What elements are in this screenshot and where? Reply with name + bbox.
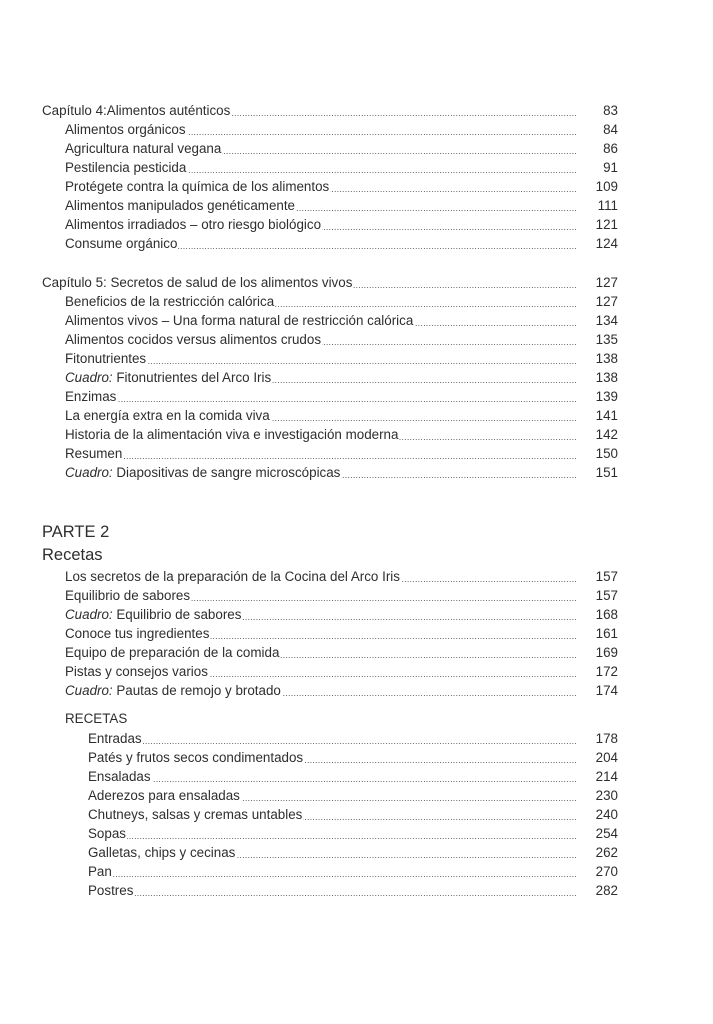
toc-page-number: 141: [595, 408, 618, 423]
toc-page-number: 174: [595, 683, 618, 698]
toc-entry-title: Alimentos orgánicos: [65, 122, 186, 137]
toc-entry-title: Postres: [88, 883, 134, 898]
toc-entry-title: Chutneys, salsas y cremas untables: [88, 807, 303, 822]
toc-entry[interactable]: [0, 292, 713, 311]
toc-page-number: 270: [595, 864, 618, 879]
toc-page-number: 204: [595, 750, 618, 765]
toc-page-number: 138: [595, 351, 618, 366]
toc-entry[interactable]: [0, 234, 713, 253]
toc-page-number: 127: [595, 275, 618, 290]
toc-recipe-entry[interactable]: [0, 881, 713, 900]
toc-entry-title: [65, 387, 117, 406]
toc-entry[interactable]: [0, 177, 713, 196]
toc-page-number: 151: [595, 465, 618, 480]
toc-chapter-4[interactable]: [0, 101, 713, 120]
toc-entry[interactable]: [0, 196, 713, 215]
toc-page-number: 150: [595, 446, 618, 461]
toc-entry[interactable]: [0, 349, 713, 368]
entry-prefix: Cuadro:: [65, 465, 113, 480]
entry-text: Equilibrio de sabores: [112, 607, 242, 622]
toc-page-number: 230: [595, 788, 618, 803]
entry-text: Fitonutrientes: [65, 351, 147, 366]
part-label: PARTE 2: [42, 523, 110, 541]
dot-leader: [88, 767, 577, 786]
toc-entry-title: [65, 586, 191, 605]
toc-page-number: 135: [595, 332, 618, 347]
toc-entry-title: [65, 425, 399, 444]
toc-page-number: 169: [595, 645, 618, 660]
toc-recipe-entry[interactable]: [0, 805, 713, 824]
toc-entry[interactable]: [0, 425, 713, 444]
toc-entry-title: [65, 330, 322, 349]
toc-entry-title: Alimentos irradiados – otro riesgo biológico: [65, 217, 322, 232]
entry-text: Pautas de remojo y brotado: [112, 683, 281, 698]
toc-entry-title: Sopas: [88, 826, 126, 841]
entry-text: La energía extra en la comida viva: [65, 408, 270, 423]
entry-text: Alimentos cocidos versus alimentos crudos: [65, 332, 322, 347]
toc-entry-title: [65, 368, 272, 387]
toc-page-number: 168: [595, 607, 618, 622]
toc-entry[interactable]: [0, 662, 713, 681]
toc-entry-title: [65, 444, 123, 463]
entry-text: Pistas y consejos varios: [65, 664, 208, 679]
entry-text: Equilibrio de sabores: [65, 588, 191, 603]
toc-entry[interactable]: [0, 330, 713, 349]
entry-prefix: Cuadro:: [65, 607, 113, 622]
toc-entry-title: Protégete contra la química de los alimentos: [65, 179, 330, 194]
toc-entry-title: [65, 311, 414, 330]
toc-page-number: 254: [595, 826, 618, 841]
toc-entry-title: [65, 605, 242, 624]
toc-page-number: 109: [595, 179, 618, 194]
recipes-heading: RECETAS: [65, 711, 128, 726]
toc-entry[interactable]: [0, 624, 713, 643]
toc-page-number: 282: [595, 883, 618, 898]
dot-leader: [88, 881, 577, 900]
toc-entry[interactable]: [0, 643, 713, 662]
toc-entry-title: Consume orgánico: [65, 236, 178, 251]
toc-entry-title: Agricultura natural vegana: [65, 141, 222, 156]
entry-text: Resumen: [65, 446, 123, 461]
toc-page-number: 138: [595, 370, 618, 385]
toc-entry-title: Pan: [88, 864, 112, 879]
entry-prefix: Cuadro:: [65, 370, 113, 385]
entry-text: Conoce tus ingredientes: [65, 626, 210, 641]
toc-entry[interactable]: [0, 444, 713, 463]
toc-entry[interactable]: [0, 605, 713, 624]
toc-entry[interactable]: [0, 463, 713, 482]
toc-page-number: 240: [595, 807, 618, 822]
toc-entry[interactable]: [0, 120, 713, 139]
toc-entry-title: Galletas, chips y cecinas: [88, 845, 236, 860]
toc-entry-title: [65, 662, 209, 681]
toc-page-number: 262: [595, 845, 618, 860]
toc-page-number: 157: [595, 588, 618, 603]
entry-prefix: Cuadro:: [65, 683, 113, 698]
toc-page-number: 83: [603, 103, 618, 118]
toc-page-number: 86: [603, 141, 618, 156]
toc-page-number: 178: [595, 731, 618, 746]
dot-leader: [88, 824, 577, 843]
toc-page-number: 121: [595, 217, 618, 232]
toc-entry[interactable]: [0, 368, 713, 387]
toc-entry-title: [65, 463, 341, 482]
entry-text: Historia de la alimentación viva e investigación moderna: [65, 427, 399, 442]
toc-chapter-5[interactable]: [0, 273, 713, 292]
entry-text: Alimentos vivos – Una forma natural de restricción calórica: [65, 313, 414, 328]
toc-page-number: 127: [595, 294, 618, 309]
part-title: Recetas: [42, 546, 103, 564]
toc-entry-title: [65, 349, 147, 368]
toc-entry[interactable]: [0, 406, 713, 425]
toc-entry-title: Ensaladas: [88, 769, 151, 784]
toc-entry[interactable]: [0, 158, 713, 177]
toc-page-number: 142: [595, 427, 618, 442]
toc-entry-title: Entradas: [88, 731, 142, 746]
toc-recipe-entry[interactable]: [0, 843, 713, 862]
toc-recipe-entry[interactable]: [0, 729, 713, 748]
toc-page-number: 111: [597, 198, 618, 213]
entry-text: Los secretos de la preparación de la Cocina del Arco Iris: [65, 569, 400, 584]
toc-entry[interactable]: [0, 586, 713, 605]
toc-entry-title: Patés y frutos secos condimentados: [88, 750, 304, 765]
toc-page-number: 214: [595, 769, 618, 784]
toc-page-number: 84: [603, 122, 618, 137]
toc-entry-title: Aderezos para ensaladas: [88, 788, 240, 803]
toc-entry[interactable]: [0, 139, 713, 158]
toc-page-number: 91: [603, 160, 618, 175]
entry-text: Equipo de preparación de la comida: [65, 645, 280, 660]
toc-page-number: 172: [595, 664, 618, 679]
toc-entry[interactable]: [0, 311, 713, 330]
dot-leader: [88, 862, 577, 881]
toc-page-number: 124: [595, 236, 618, 251]
toc-entry-title: [65, 643, 280, 662]
toc-page-number: 161: [595, 626, 618, 641]
toc-page-number: 157: [595, 569, 618, 584]
entry-text: Fitonutrientes del Arco Iris: [112, 370, 272, 385]
toc-recipe-entry[interactable]: [0, 862, 713, 881]
toc-page-number: 139: [595, 389, 618, 404]
toc-entry-title: Alimentos manipulados genéticamente: [65, 198, 296, 213]
dot-leader: [65, 444, 577, 463]
dot-leader: [65, 387, 577, 406]
dot-leader: [88, 729, 577, 748]
toc-recipe-entry[interactable]: [0, 767, 713, 786]
entry-text: Diapositivas de sangre microscópicas: [112, 465, 341, 480]
toc-entry-title: Capítulo 4:Alimentos auténticos: [42, 103, 231, 118]
toc-entry[interactable]: [0, 567, 713, 586]
toc-recipe-entry[interactable]: [0, 786, 713, 805]
entry-text: Beneficios de la restricción calórica: [65, 294, 275, 309]
toc-entry-title: Capítulo 5: Secretos de salud de los alimentos vivos: [42, 275, 353, 290]
toc-entry-title: Pestilencia pesticida: [65, 160, 187, 175]
toc-entry-title: [65, 681, 282, 700]
toc-entry[interactable]: [0, 387, 713, 406]
toc-entry-title: [65, 624, 210, 643]
toc-entry[interactable]: [0, 681, 713, 700]
toc-recipe-entry[interactable]: [0, 748, 713, 767]
entry-text: Enzimas: [65, 389, 117, 404]
toc-entry-title: [65, 292, 275, 311]
toc-page-number: 134: [595, 313, 618, 328]
toc-entry-title: [65, 406, 271, 425]
toc-entry[interactable]: [0, 215, 713, 234]
toc-recipe-entry[interactable]: [0, 824, 713, 843]
toc-entry-title: [65, 567, 401, 586]
